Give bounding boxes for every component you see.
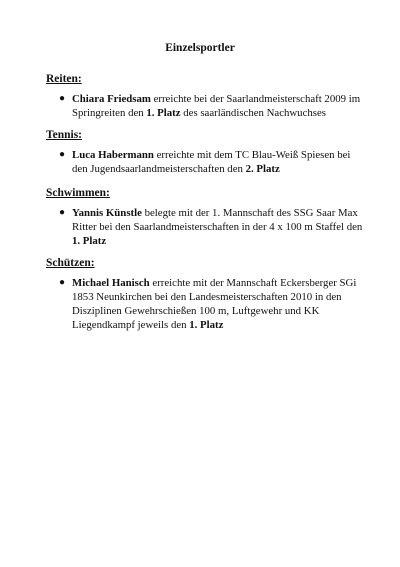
section-reiten [46,72,366,120]
list-item [46,206,366,248]
section-schuetzen [46,256,366,332]
section-schwimmen [46,186,366,248]
bullet-icon: ● [59,149,66,160]
bullet-icon: ● [59,277,66,288]
athlete-name: Chiara Friedsam [72,93,151,105]
section-heading: Schützen: [46,257,95,269]
section-heading: Reiten: [46,73,82,85]
athlete-name: Yannis Künstle [72,207,142,219]
placement: 1. Platz [146,107,181,119]
entry-text: erreichte mit der Mannschaft Eckersberger SGi 1853 Neunkirchen bei den Landesmeisterschaften 2010 in den Disziplinen Gewehrschießen 100 m, Luftgewehr und KK Liegendkampf jeweils den [72,277,357,331]
placement: 1. Platz [189,319,224,331]
bullet-icon: ● [59,93,66,104]
entry-text: erreichte mit dem TC Blau-Weiß Spiesen bei den Jugendsaarlandmeisterschaften den [72,149,351,175]
athlete-name: Luca Habermann [72,149,154,161]
entry-text: erreichte bei der Saarlandmeisterschaft 2009 im Springreiten den [72,93,361,119]
section-tennis [46,128,366,176]
entry-text: belegte mit der 1. Mannschaft des SSG Saar Max Ritter bei den Saarlandmeisterschaften in der 4 x 100 m Staffel den [72,207,363,233]
entry-text-after: des saarländischen Nachwuchses [180,107,326,119]
bullet-icon: ● [59,207,66,218]
section-heading: Schwimmen: [46,187,110,199]
placement: 2. Platz [245,163,280,175]
section-heading: Tennis: [46,129,83,141]
list-item [46,92,366,120]
athlete-name: Michael Hanisch [72,277,150,289]
list-item [46,276,366,332]
list-item [46,148,366,176]
document-title: Einzelsportler [165,42,235,54]
placement: 1. Platz [72,235,107,247]
